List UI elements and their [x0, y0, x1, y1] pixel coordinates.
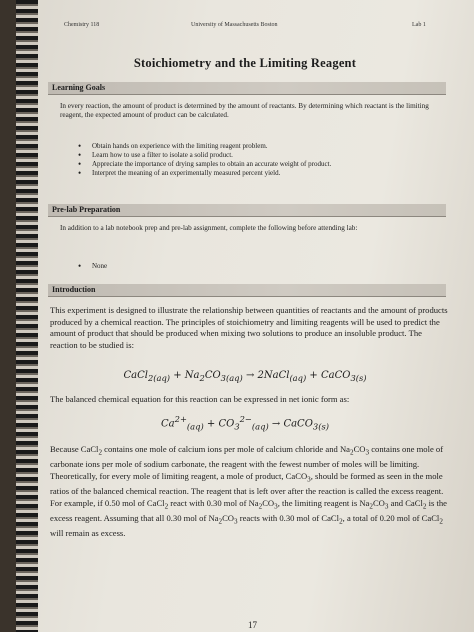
page-number: 17 [248, 620, 257, 630]
section-learning-goals [48, 82, 446, 95]
net-ionic-intro: The balanced chemical equation for this reaction can be expressed in net ionic form as: [50, 394, 350, 404]
spiral-binding [16, 0, 38, 632]
introduction-paragraph-3: Because CaCl$_2$ contains one mole of calcium ions per mole of calcium chloride and $Na_2CO_3$ contains one mole of carbonate ions per mole of sodium carbonate, the reagent with the fewest number of moles will be limiting. Theoretically, for every mole of limiting reagent, a mole of product, CaCO$_3$, should be formed as seen in the mole ratios of the balanced chemical reaction. The reagent that is left over after the reaction is called the excess reagent. For example, if 0.50 mol of CaCl$_2$ react with 0.30 mol of $Na_2CO_3$, the limiting reagent is $Na_2CO_3$ and CaCl$_2$ is the excess reagent. Assuming that all 0.30 mol of $Na_2CO_3$ reacts with 0.30 mol of CaCl$_2$, a total of 0.20 mol of CaCl$_2$ will remain as excess. [50, 444, 447, 539]
header-university: University of Massachusetts Boston [191, 22, 278, 28]
section-heading: Learning Goals [52, 83, 106, 92]
header-lab: Lab 1 [412, 22, 426, 28]
list-item: • Obtain hands on experience with the limiting reagent problem. [78, 142, 331, 151]
prelab-text: In addition to a lab notebook prep and pre-lab assignment, complete the following before attending lab: [60, 224, 358, 232]
header-course: Chemistry 118 [64, 22, 100, 28]
section-heading: Introduction [52, 285, 96, 294]
learning-goals-text: In every reaction, the amount of product is determined by the amount of reactants. By determining which reactant is the limiting reagent, the expected amount of product can be calculated. [60, 102, 429, 119]
document-page [16, 0, 474, 632]
section-introduction [48, 284, 446, 297]
list-item: • Appreciate the importance of drying samples to obtain an accurate weight of product. [78, 160, 331, 169]
molecular-equation: CaCl$_{2(aq)}$ + $Na_2CO_{3(aq)}$ → 2NaCl$_{(aq)}$ + CaCO$_{3(s)}$ [123, 370, 367, 383]
section-prelab [48, 204, 446, 217]
net-ionic-equation: $Ca^{2+}_{(aq)} + CO_3^{2-}_{(aq)}$ → CaCO$_{3(s)}$ [161, 414, 329, 432]
introduction-paragraph-1: This experiment is designed to illustrate the relationship between quantities of reactants and the amount of products produced by a chemical reaction. The principles of stoichiometry and limiting reagents will be used to predict the amount of product that should be produced when mixing two solutions to produce an insoluble product. The reaction to be studied is: [50, 305, 448, 350]
list-item: • Learn how to use a filter to isolate a solid product. [78, 151, 331, 160]
list-item: • None [78, 262, 107, 271]
learning-goals-list [78, 142, 331, 178]
section-heading: Pre-lab Preparation [52, 205, 121, 214]
list-item: • Interpret the meaning of an experimentally measured percent yield. [78, 169, 331, 178]
page-title: Stoichiometry and the Limiting Reagent [133, 56, 357, 70]
prelab-list [78, 262, 107, 271]
